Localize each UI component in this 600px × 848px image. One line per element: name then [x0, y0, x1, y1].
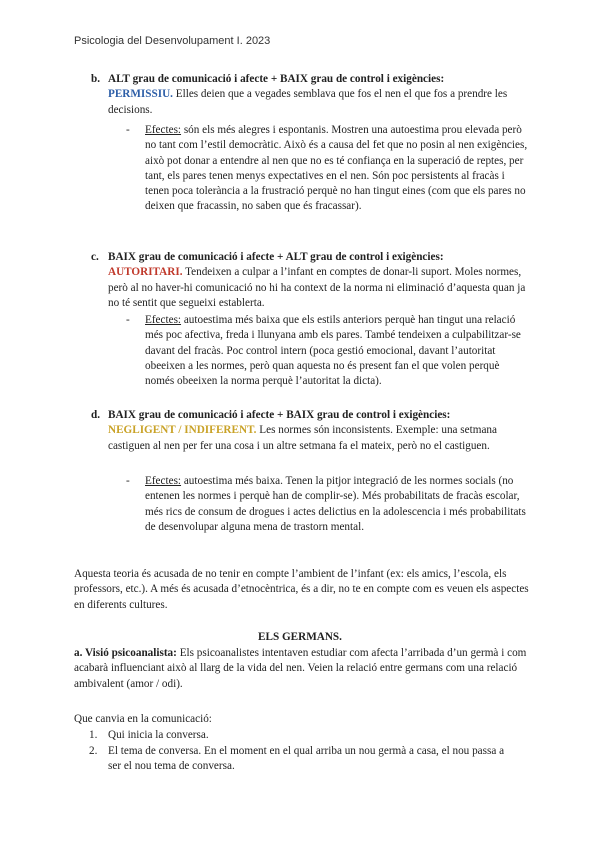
list-label: d. — [91, 409, 101, 421]
communication-intro-text: Que canvia en la comunicació: — [74, 713, 212, 725]
effects-block — [145, 313, 530, 389]
psychoanalytic-desc: Els psicoanalistes intentaven estudiar com afecta l’arribada d’un germà i com acabarà influenciant això al llarg de la vida del nen. Veien la relació entre germans com una relació ambivalent (amor / odi). — [74, 647, 527, 690]
psychoanalytic-paragraph — [74, 646, 530, 692]
style-body — [108, 72, 528, 118]
style-heading: BAIX grau de comunicació i afecte + ALT grau de control i exigències: — [108, 251, 444, 263]
style-heading: ALT grau de comunicació i afecte + BAIX grau de control i exigències: — [108, 73, 445, 85]
style-description — [108, 87, 528, 118]
style-desc-text: Tendeixen a culpar a l’infant en comptes de donar-li suport. Moles normes, però al no haver-hi comunicació no hi ha context de la norma ni eliminació d’aquesta quan ja no té sentit que segueixi establerta. — [108, 266, 526, 309]
critique-paragraph — [74, 567, 530, 613]
psychoanalytic-label: a. Visió psicoanalista: — [74, 647, 177, 659]
list-number: 1. — [89, 729, 98, 741]
list-item — [108, 728, 530, 743]
style-name: PERMISSIU. — [108, 88, 173, 101]
effects-label: Efectes: — [145, 314, 182, 326]
list-item-text: Qui inicia la conversa. — [108, 729, 209, 741]
effects-label: Efectes: — [145, 475, 182, 487]
effects-text — [145, 474, 530, 535]
bullet-dash: - — [126, 314, 130, 326]
effects-desc: autoestima més baixa que els estils anteriors perquè han tingut una relació més poc afectiva, freda i llunyana amb els pares. També tendeixen a culpabilitzar-se davant del fracàs. Poc control intern (poca gestió emocional, davant l’autoritat obeeixen a les normes, però quan aquesta no és present fan el que volen perquè només obeeixen la norma perquè l’autoritat la dicta). — [145, 314, 521, 388]
list-label: c. — [91, 251, 99, 263]
psychoanalytic-text — [74, 646, 530, 692]
style-body — [108, 408, 528, 454]
effects-block — [145, 123, 530, 215]
page-header: Psicologia del Desenvolupament I. 2023 — [74, 35, 271, 47]
bullet-dash: - — [126, 475, 130, 487]
communication-intro — [74, 712, 530, 727]
list-label: b. — [91, 73, 101, 85]
effects-block — [145, 474, 530, 535]
style-heading: BAIX grau de comunicació i afecte + BAIX grau de control i exigències: — [108, 409, 451, 421]
effects-desc: autoestima més baixa. Tenen la pitjor integració de les normes socials (no entenen les normes i perquè han de complir-se). Més probabilitats de fracàs escolar, més rics de consum de drogues i actes delictius en la adolescencia i més probabilitats de desenvolupar alguna mena de trastorn mental. — [145, 475, 526, 533]
section-title: ELS GERMANS. — [258, 631, 342, 643]
list-item-text: El tema de conversa. En el moment en el qual arriba un nou germà a casa, el nou passa a ser el nou tema de conversa. — [108, 745, 505, 773]
bullet-dash: - — [126, 124, 130, 136]
style-name: NEGLIGENT / INDIFERENT. — [108, 424, 257, 437]
critique-text: Aquesta teoria és acusada de no tenir en compte l’ambient de l’infant (ex: els amics, l’escola, els professors, etc.). A més és acusada d’etnocèntrica, és a dir, no te en compte com es veuen els aspectes en diferents cultures. — [74, 568, 529, 611]
effects-text — [145, 123, 530, 215]
list-item — [108, 744, 518, 775]
style-description — [108, 265, 528, 311]
effects-text — [145, 313, 530, 389]
effects-desc: són els més alegres i espontanis. Mostren una autoestima prou elevada però no tant com l’estil democràtic. Això és a causa del fet que no posin al nen exigències, això pot donar a entendre al nen que no es té confiança en la superació de reptes, per tant, els pares tenen menys expectatives en el nen. Són poc persistents al fracàs i tenen poca tolerància a la frustració perquè no han tingut eines (com que els pares no deixen que fracassin, no saben que és fracassar). — [145, 124, 528, 213]
style-body — [108, 250, 528, 311]
list-number: 2. — [89, 745, 98, 757]
effects-label: Efectes: — [145, 124, 182, 136]
style-name: AUTORITARI. — [108, 266, 183, 279]
style-desc-text: Elles deien que a vegades semblava que fos el nen el que fos a prendre les decisions. — [108, 88, 508, 116]
style-desc-text: Les normes són inconsistents. Exemple: una setmana castiguen al nen per fer una cosa i un altre setmana fa el mateix, però no el castiguen. — [108, 424, 497, 452]
style-description — [108, 423, 528, 454]
